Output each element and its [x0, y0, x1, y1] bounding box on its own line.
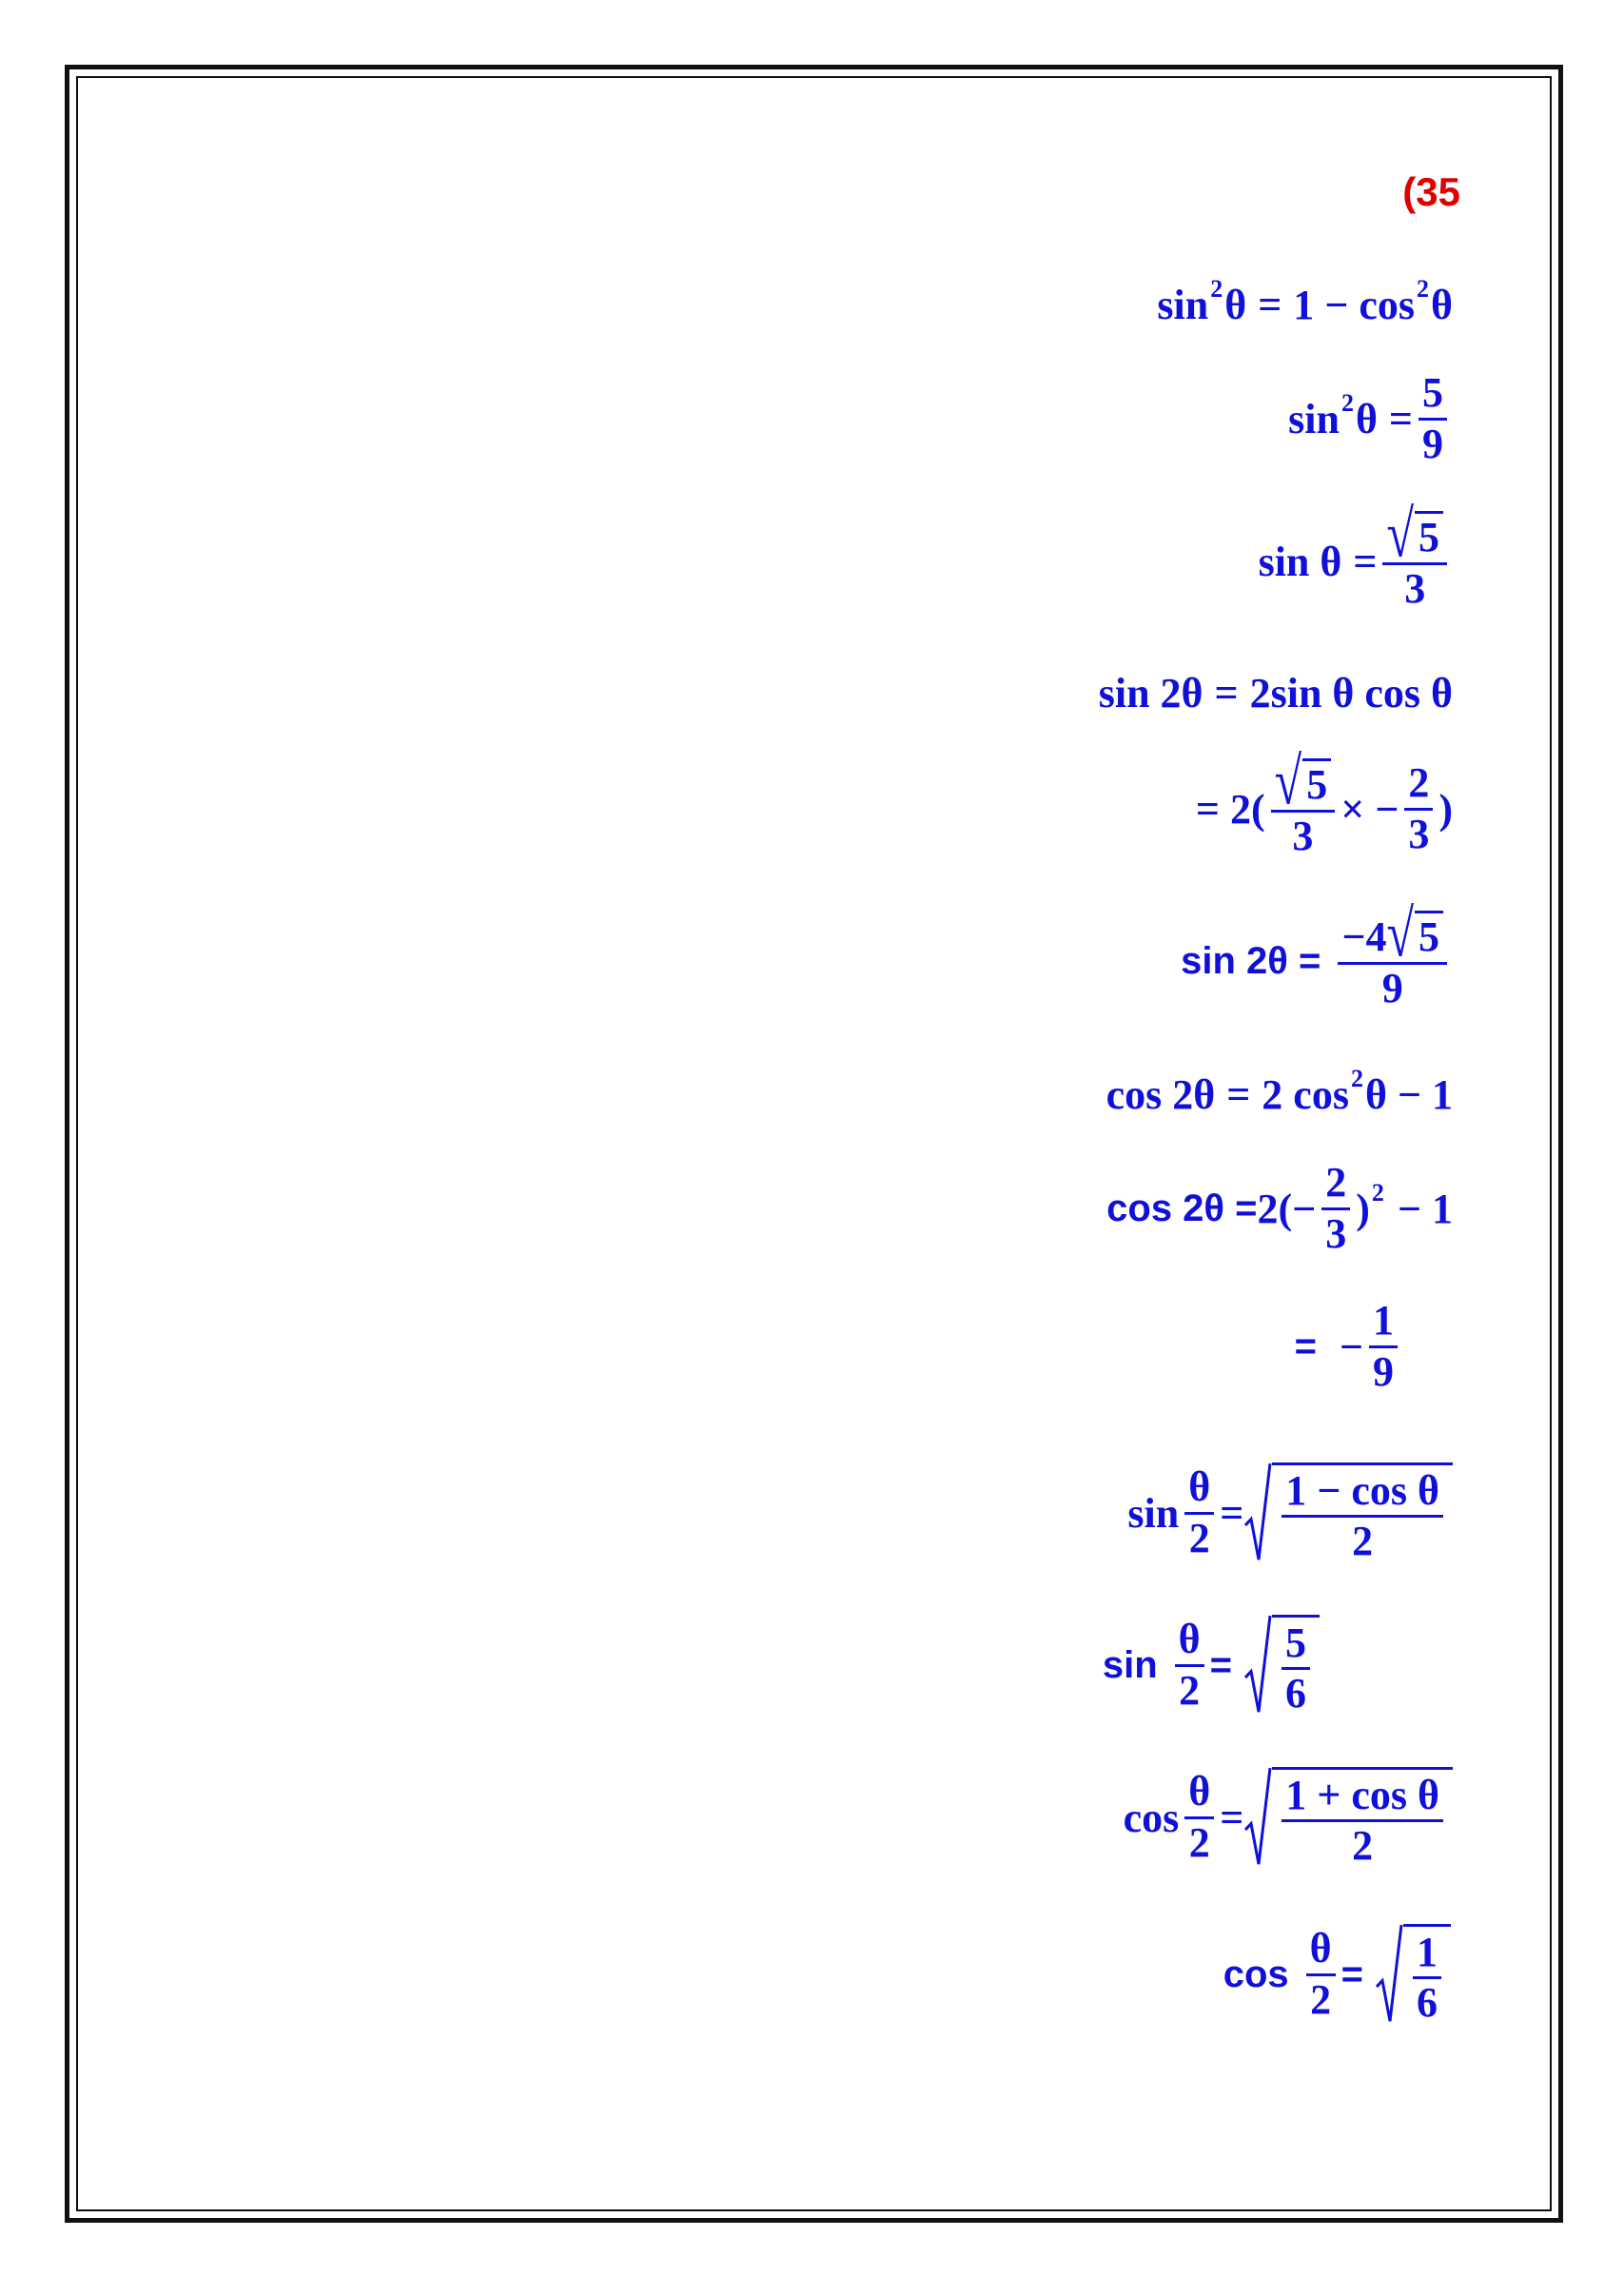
eq12-lhs: cos — [1123, 1794, 1180, 1841]
eq4-lhs: sin 2θ — [1098, 669, 1203, 716]
eq11-fraction — [1175, 1618, 1204, 1712]
eq10-lhs: sin — [1127, 1489, 1180, 1537]
eq2-equals: = — [1388, 395, 1413, 442]
eq8-lhs: cos 2θ = — [1106, 1187, 1258, 1229]
eq9-neg: − — [1339, 1323, 1363, 1370]
equation-line-7 — [1106, 1037, 1453, 1151]
eq2-theta: θ — [1355, 395, 1378, 442]
eq12-inner-fraction — [1282, 1771, 1443, 1869]
eq3-fraction — [1382, 499, 1447, 613]
eq8-num: 2 — [1321, 1161, 1350, 1209]
eq12-inner-num: 1 + cos θ — [1282, 1774, 1443, 1822]
eq1-theta: θ — [1224, 281, 1247, 328]
eq9-fraction — [1369, 1299, 1398, 1393]
eq8-den: 3 — [1325, 1209, 1347, 1257]
eq5-num2: 2 — [1404, 761, 1433, 810]
eq7-equals: = — [1226, 1070, 1251, 1118]
eq5-fraction-1 — [1271, 746, 1336, 860]
eq11-num: θ — [1175, 1618, 1204, 1666]
equation-line-1 — [1157, 247, 1453, 362]
eq3-sqrt: √ 5 — [1386, 511, 1443, 560]
eq12-sqrt — [1243, 1767, 1453, 1868]
eq6-lhs: sin 2θ = — [1181, 939, 1321, 982]
eq5-eq: = 2( — [1195, 785, 1265, 833]
eq7-rhs1: 2 cos — [1262, 1070, 1349, 1118]
eq4-rhs: 2sin θ cos θ — [1249, 669, 1453, 716]
eq8-post: ) — [1356, 1185, 1370, 1232]
eq8-pre: 2(− — [1257, 1185, 1317, 1232]
eq1-sin: sin — [1157, 281, 1209, 328]
eq7-lhs: cos 2θ — [1105, 1070, 1216, 1118]
eq10-den: 2 — [1188, 1514, 1210, 1561]
eq1-exp: 2 — [1210, 275, 1223, 303]
eq5-close: ) — [1438, 785, 1453, 833]
eq6-sqrt: √ 5 — [1386, 911, 1443, 960]
eq6-num: −4 √ 5 — [1338, 911, 1447, 965]
eq12-inner-den: 2 — [1352, 1822, 1374, 1869]
eq6-fraction — [1338, 898, 1447, 1012]
problem-number: (35 — [1402, 169, 1460, 214]
eq2-den: 9 — [1422, 420, 1443, 467]
eq4-equals: = — [1214, 669, 1239, 716]
eq12-equals: = — [1220, 1794, 1244, 1841]
eq3-equals: = — [1353, 538, 1378, 585]
eq8-tail: − 1 — [1397, 1185, 1453, 1232]
equation-line-4 — [1099, 636, 1453, 750]
eq11-sqrt — [1243, 1615, 1320, 1716]
eq13-inner-fraction — [1413, 1928, 1441, 2026]
equation-line-8 — [1106, 1151, 1453, 1266]
eq7-exp: 2 — [1350, 1065, 1363, 1092]
eq3-lhs: sin θ — [1258, 538, 1342, 585]
eq2-exp: 2 — [1340, 389, 1354, 417]
eq12-den: 2 — [1188, 1818, 1210, 1866]
radical-icon — [1243, 1767, 1272, 1868]
radical-icon — [1243, 1615, 1272, 1716]
eq10-fraction — [1184, 1465, 1214, 1560]
eq1-equals: = — [1258, 281, 1282, 328]
equation-line-2 — [1288, 362, 1453, 476]
eq13-equals: = — [1340, 1953, 1363, 1995]
equation-line-11 — [1103, 1599, 1320, 1732]
eq13-num: θ — [1306, 1927, 1336, 1975]
eq13-lhs: cos — [1223, 1953, 1289, 1995]
eq13-inner-den: 6 — [1417, 1979, 1438, 2026]
eq10-inner-fraction — [1282, 1466, 1443, 1564]
equation-line-9 — [1295, 1289, 1403, 1403]
equation-line-13 — [1223, 1908, 1451, 2041]
eq2-sin: sin — [1288, 395, 1340, 442]
eq11-inner-num: 5 — [1282, 1621, 1310, 1670]
eq2-num: 5 — [1419, 371, 1447, 420]
eq9-num: 1 — [1369, 1299, 1398, 1347]
equation-line-3 — [1258, 499, 1453, 618]
radical-icon — [1243, 1462, 1272, 1563]
eq10-equals: = — [1220, 1489, 1244, 1537]
eq5-num — [1271, 746, 1336, 820]
eq11-inner-den: 6 — [1285, 1670, 1306, 1717]
eq1-exp2: 2 — [1417, 275, 1430, 303]
equation-line-12 — [1124, 1751, 1453, 1884]
eq10-num: θ — [1184, 1465, 1214, 1514]
eq2-fraction — [1419, 371, 1447, 465]
eq5-fraction-2 — [1404, 761, 1433, 855]
eq10-inner-den: 2 — [1352, 1518, 1374, 1564]
eq12-fraction — [1184, 1770, 1214, 1864]
eq9-equals: = — [1294, 1325, 1317, 1367]
eq13-sqrt — [1375, 1924, 1451, 2025]
eq5-mid: × − — [1340, 785, 1399, 833]
eq11-den: 2 — [1179, 1666, 1201, 1714]
eq9-den: 9 — [1373, 1347, 1394, 1395]
eq3-den: 3 — [1404, 565, 1426, 613]
radical-icon — [1375, 1924, 1403, 2025]
equation-line-5 — [1195, 746, 1453, 866]
eq11-inner-fraction — [1282, 1621, 1310, 1716]
radical-icon: √ — [1386, 499, 1414, 573]
eq3-num — [1382, 499, 1447, 573]
equation-line-6 — [1181, 898, 1453, 1018]
eq10-sqrt — [1243, 1462, 1453, 1563]
eq13-den: 2 — [1310, 1975, 1332, 2023]
equation-line-10 — [1127, 1446, 1453, 1580]
eq11-equals: = — [1209, 1643, 1232, 1686]
eq1-rhs: 1 − cos — [1293, 281, 1416, 328]
eq11-lhs: sin — [1102, 1643, 1158, 1686]
eq13-inner-num: 1 — [1413, 1931, 1441, 1979]
radical-icon: √ — [1274, 746, 1302, 820]
eq12-num: θ — [1184, 1770, 1214, 1818]
eq1-theta2: θ — [1431, 281, 1453, 328]
eq10-inner-num: 1 − cos θ — [1282, 1469, 1443, 1518]
eq8-exp: 2 — [1371, 1179, 1384, 1207]
eq5-den2: 3 — [1408, 810, 1430, 857]
eq5-sqrt: √ 5 — [1275, 758, 1332, 808]
eq13-fraction — [1306, 1927, 1336, 2021]
eq8-fraction — [1321, 1161, 1350, 1255]
eq7-rhs2: θ − 1 — [1364, 1070, 1453, 1118]
eq5-den: 3 — [1292, 813, 1314, 860]
eq6-den: 9 — [1381, 965, 1403, 1012]
radical-icon: √ — [1386, 898, 1414, 972]
